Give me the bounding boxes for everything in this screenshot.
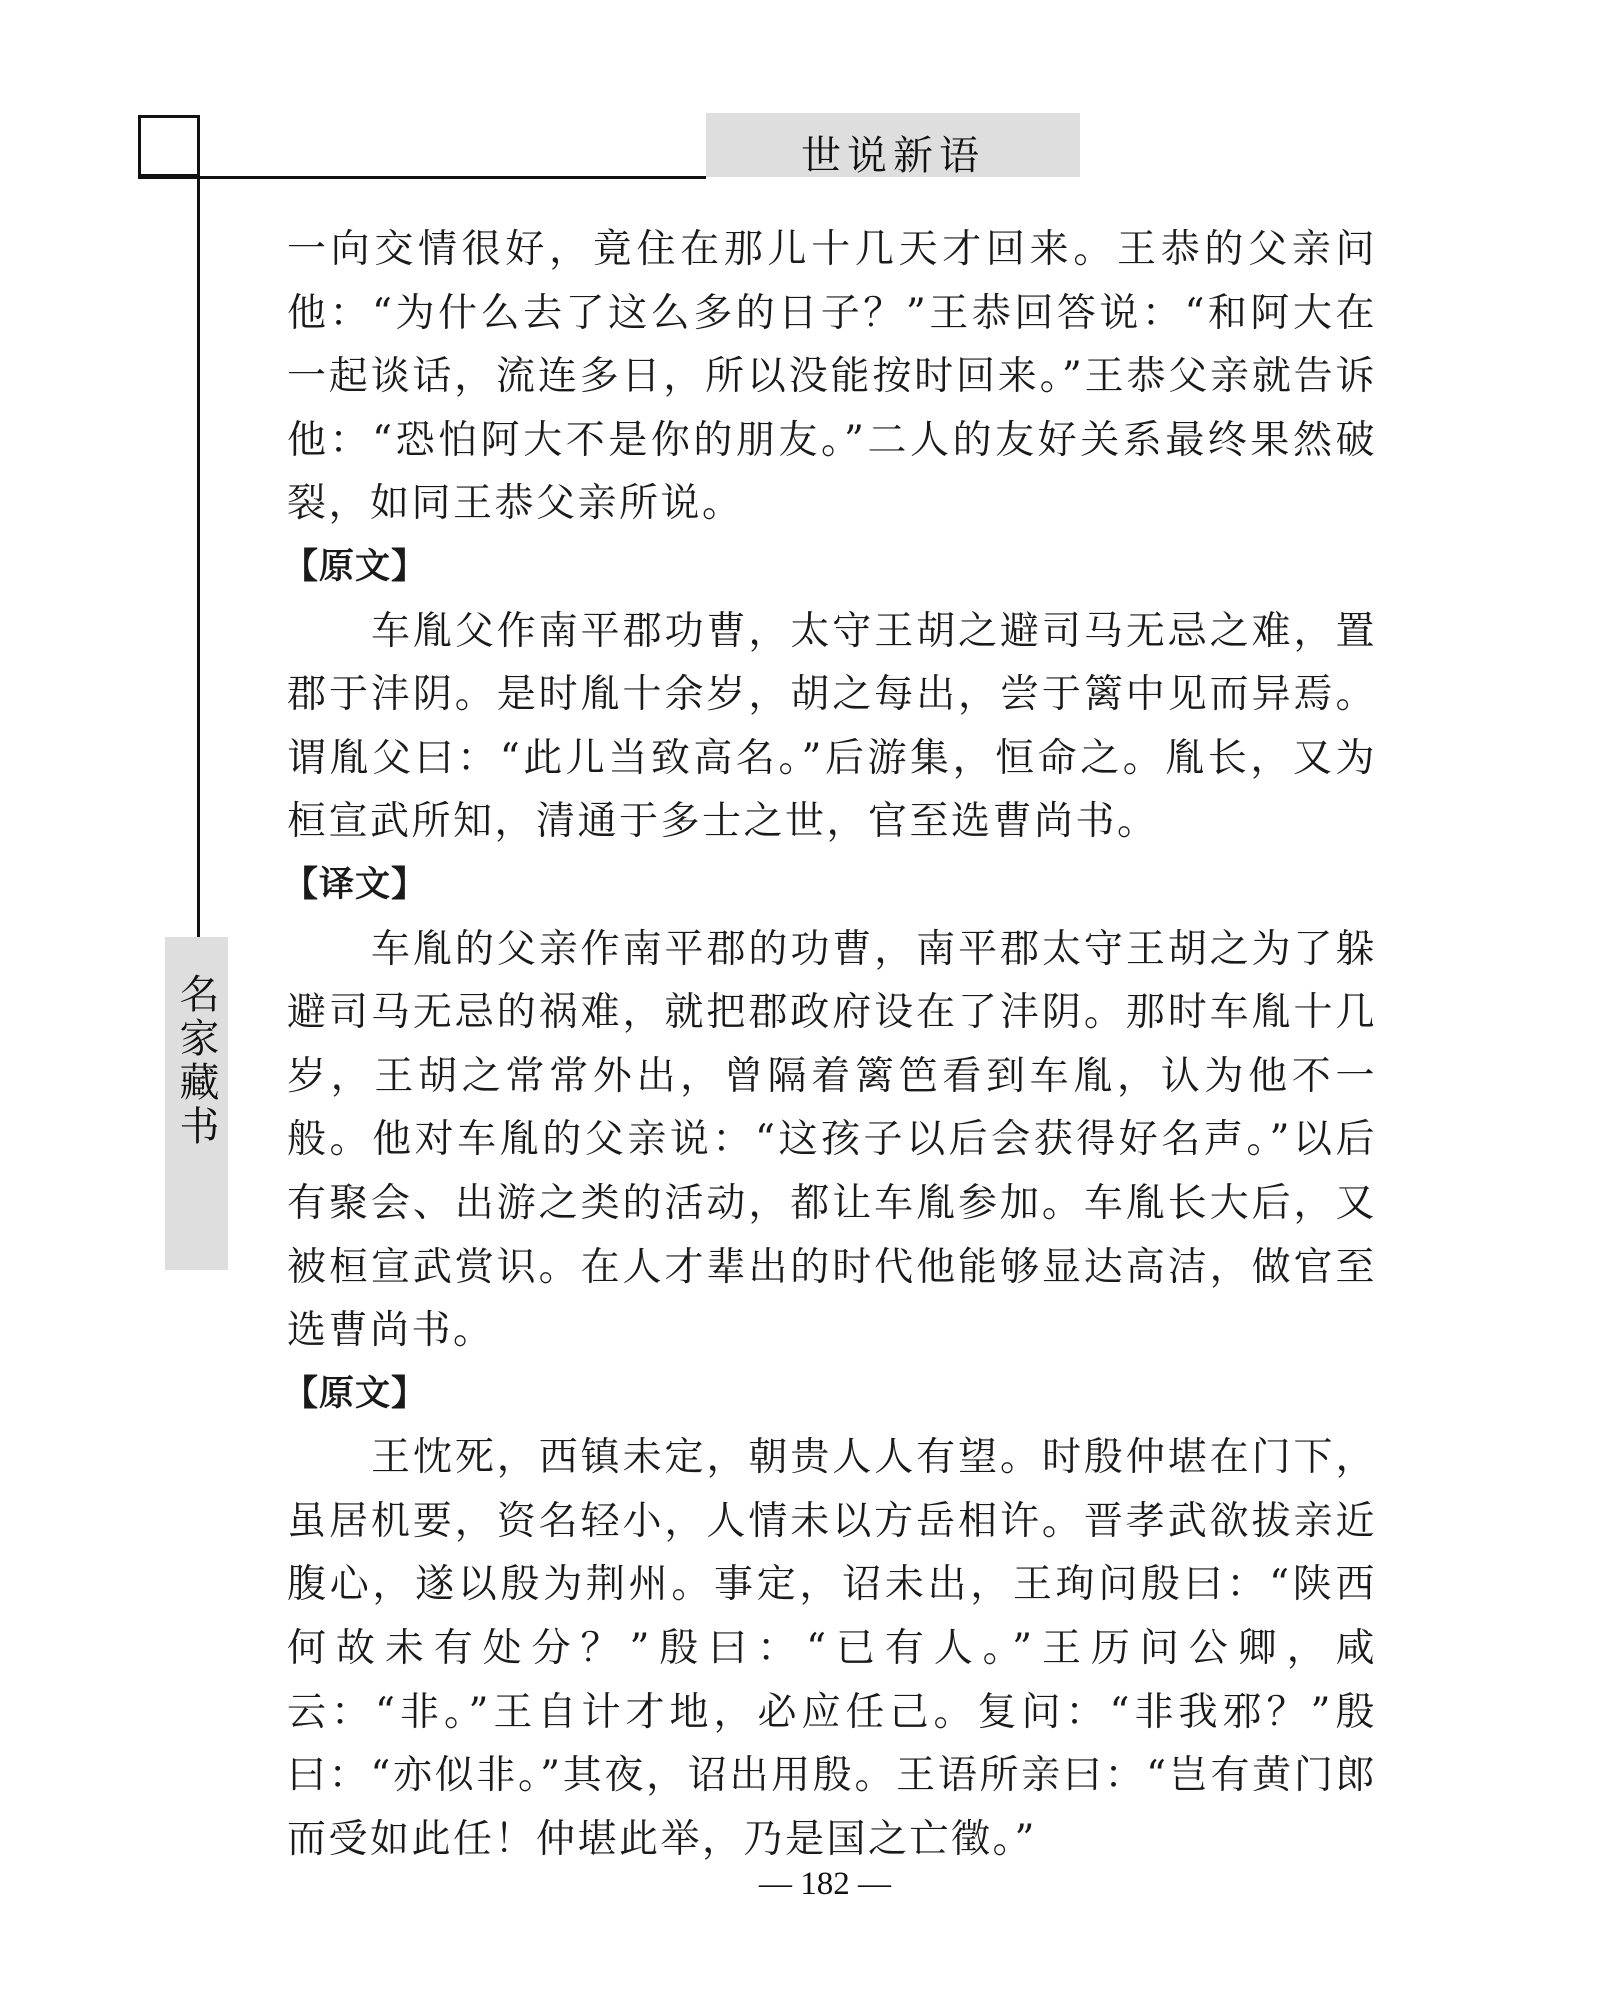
section-heading-translation-1: 【译文】 [283, 864, 428, 905]
section-text-original-2: 王忱死，西镇未定，朝贵人人有望。时殷仲堪在门下，虽居机要，资名轻小，人情未以方岳相许。晋孝武欲拔亲近腹心，遂以殷为荆州。事定，诏未出，王珣问殷曰：“陕西何故未有处分？”殷曰：“已有人。”王历问公卿，咸云：“非。”王自计才地，必应任己。复问：“非我邪？”殷曰：“亦似非。”其夜，诏出用殷。王语所亲曰：“岂有黄门郎而受如此任！仲堪此举，乃是国之亡徵。” [287, 1435, 1377, 1862]
continued-paragraph: 一向交情很好，竟住在那儿十几天才回来。王恭的父亲问他：“为什么去了这么多的日子？”王恭回答说：“和阿大在一起谈话，流连多日，所以没能按时回来。”王恭父亲就告诉他：“恐怕阿大不是你的朋友。”二人的友好关系最终果然破裂，如同王恭父亲所说。 [287, 227, 1377, 527]
header-rule [138, 176, 706, 179]
margin-rule [197, 115, 200, 937]
page-number: — 182 — [759, 1866, 891, 1902]
section-heading-original-1: 【原文】 [283, 546, 428, 587]
running-header [706, 113, 1080, 177]
series-label: 名家藏书 [173, 973, 219, 1149]
section-text-translation-1: 车胤的父亲作南平郡的功曹，南平郡太守王胡之为了躲避司马无忌的祸难，就把郡政府设在了沣阴。那时车胤十几岁，王胡之常常外出，曾隔着篱笆看到车胤，认为他不一般。他对车胤的父亲说：“这孩子以后会获得好名声。”以后有聚会、出游之类的活动，都让车胤参加。车胤长大后，又被桓宣武赏识。在人才辈出的时代他能够显达高洁，做官至选曹尚书。 [287, 926, 1377, 1354]
corner-box-ornament [138, 115, 200, 177]
page-body [283, 218, 1377, 1871]
section-heading-original-2: 【原文】 [283, 1373, 428, 1414]
book-title: 世说新语 [801, 132, 985, 179]
section-text-original-1: 车胤父作南平郡功曹，太守王胡之避司马无忌之难，置郡于沣阴。是时胤十余岁，胡之每出，尝于篱中见而异焉。谓胤父曰：“此儿当致高名。”后游集，恒命之。胤长，又为桓宣武所知，清通于多士之世，官至选曹尚书。 [287, 608, 1377, 845]
side-tab [165, 937, 228, 1270]
